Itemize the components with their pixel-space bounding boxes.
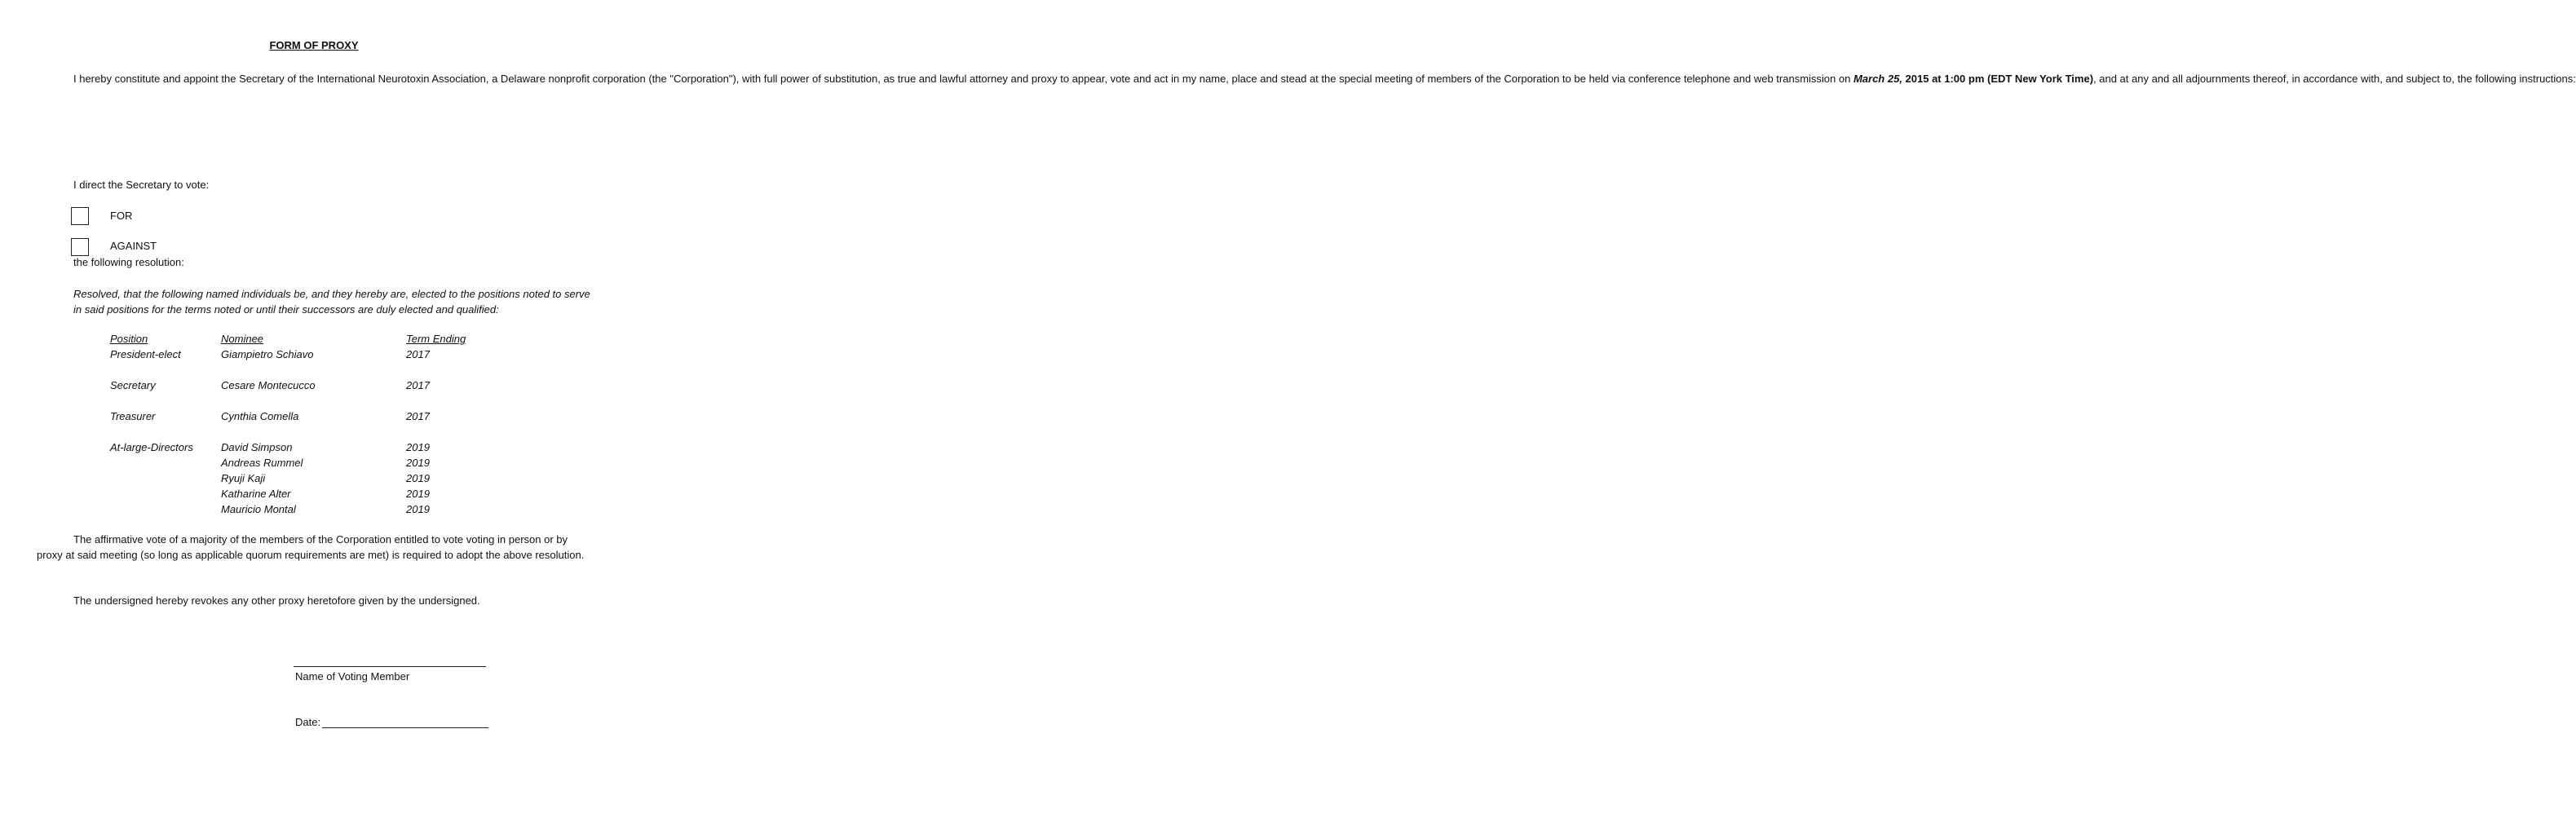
for-checkbox[interactable]	[71, 207, 89, 225]
closing-paragraph	[37, 532, 595, 563]
table-cell-position: At-large-Directors	[110, 441, 193, 453]
resolved-text: Resolved, that the following named individuals be, and they hereby are, elected to the positions noted to serve in said positions for the terms noted or until their successors are duly elected and qualified:	[73, 288, 590, 316]
table-cell-nominee: Cesare Montecucco	[221, 379, 316, 391]
table-cell-term: 2017	[406, 379, 430, 391]
revoke-text: The undersigned hereby revokes any other proxy heretofore given by the undersigned.	[73, 594, 480, 607]
against-checkbox[interactable]	[71, 238, 89, 256]
intro-text-part1: I hereby constitute and appoint the Secretary of the International Neurotoxin Association, a Delaware nonprofit corporation (the "Corporation"), with full power of substitution, as true and lawful attorney and proxy to appear, vote and act in my name, place and stead at the special meeting of members of the Corporation to be held via conference telephone and web transmission on	[73, 73, 1854, 85]
table-cell-position: Secretary	[110, 379, 156, 391]
for-label: FOR	[110, 210, 133, 222]
signature-line[interactable]	[294, 666, 486, 667]
table-cell-position: President-elect	[110, 348, 181, 360]
name-of-voting-member-label: Name of Voting Member	[295, 670, 410, 683]
table-cell-nominee: Katharine Alter	[221, 488, 291, 500]
position-header: Position	[110, 333, 148, 345]
table-cell-nominee: Mauricio Montal	[221, 503, 296, 515]
table-cell-nominee: David Simpson	[221, 441, 293, 453]
table-cell-nominee: Andreas Rummel	[221, 457, 303, 469]
table-cell-nominee: Ryuji Kaji	[221, 472, 266, 484]
table-cell-term: 2019	[406, 488, 430, 500]
table-cell-term: 2019	[406, 472, 430, 484]
against-label: AGAINST	[110, 240, 157, 252]
meeting-date: March 25,	[1853, 73, 1902, 85]
term-header: Term Ending	[406, 333, 466, 345]
table-cell-term: 2019	[406, 503, 430, 515]
closing-text: The affirmative vote of a majority of the members of the Corporation entitled to vote voting in person or by proxy at said meeting (so long as applicable quorum requirements are met) is required to adopt the above resolution.	[37, 533, 585, 561]
table-cell-term: 2017	[406, 348, 430, 360]
table-cell-position: Treasurer	[110, 410, 156, 422]
date-line[interactable]	[322, 727, 488, 728]
table-cell-term: 2019	[406, 457, 430, 469]
intro-paragraph	[37, 71, 2576, 86]
following-resolution-text: the following resolution:	[73, 256, 184, 268]
table-cell-nominee: Cynthia Comella	[221, 410, 299, 422]
revoke-paragraph	[37, 593, 595, 608]
intro-text-part2: , and at any and all adjournments thereof, in accordance with, and subject to, the following instructions:	[2093, 73, 2576, 85]
direct-text: I direct the Secretary to vote:	[73, 179, 210, 191]
table-cell-term: 2019	[406, 441, 430, 453]
form-title: FORM OF PROXY	[269, 39, 359, 51]
table-cell-nominee: Giampietro Schiavo	[221, 348, 314, 360]
table-cell-term: 2017	[406, 410, 430, 422]
date-label: Date:	[295, 716, 321, 728]
nominee-header: Nominee	[221, 333, 264, 345]
meeting-time: 2015 at 1:00 pm (EDT New York Time)	[1902, 73, 2094, 85]
